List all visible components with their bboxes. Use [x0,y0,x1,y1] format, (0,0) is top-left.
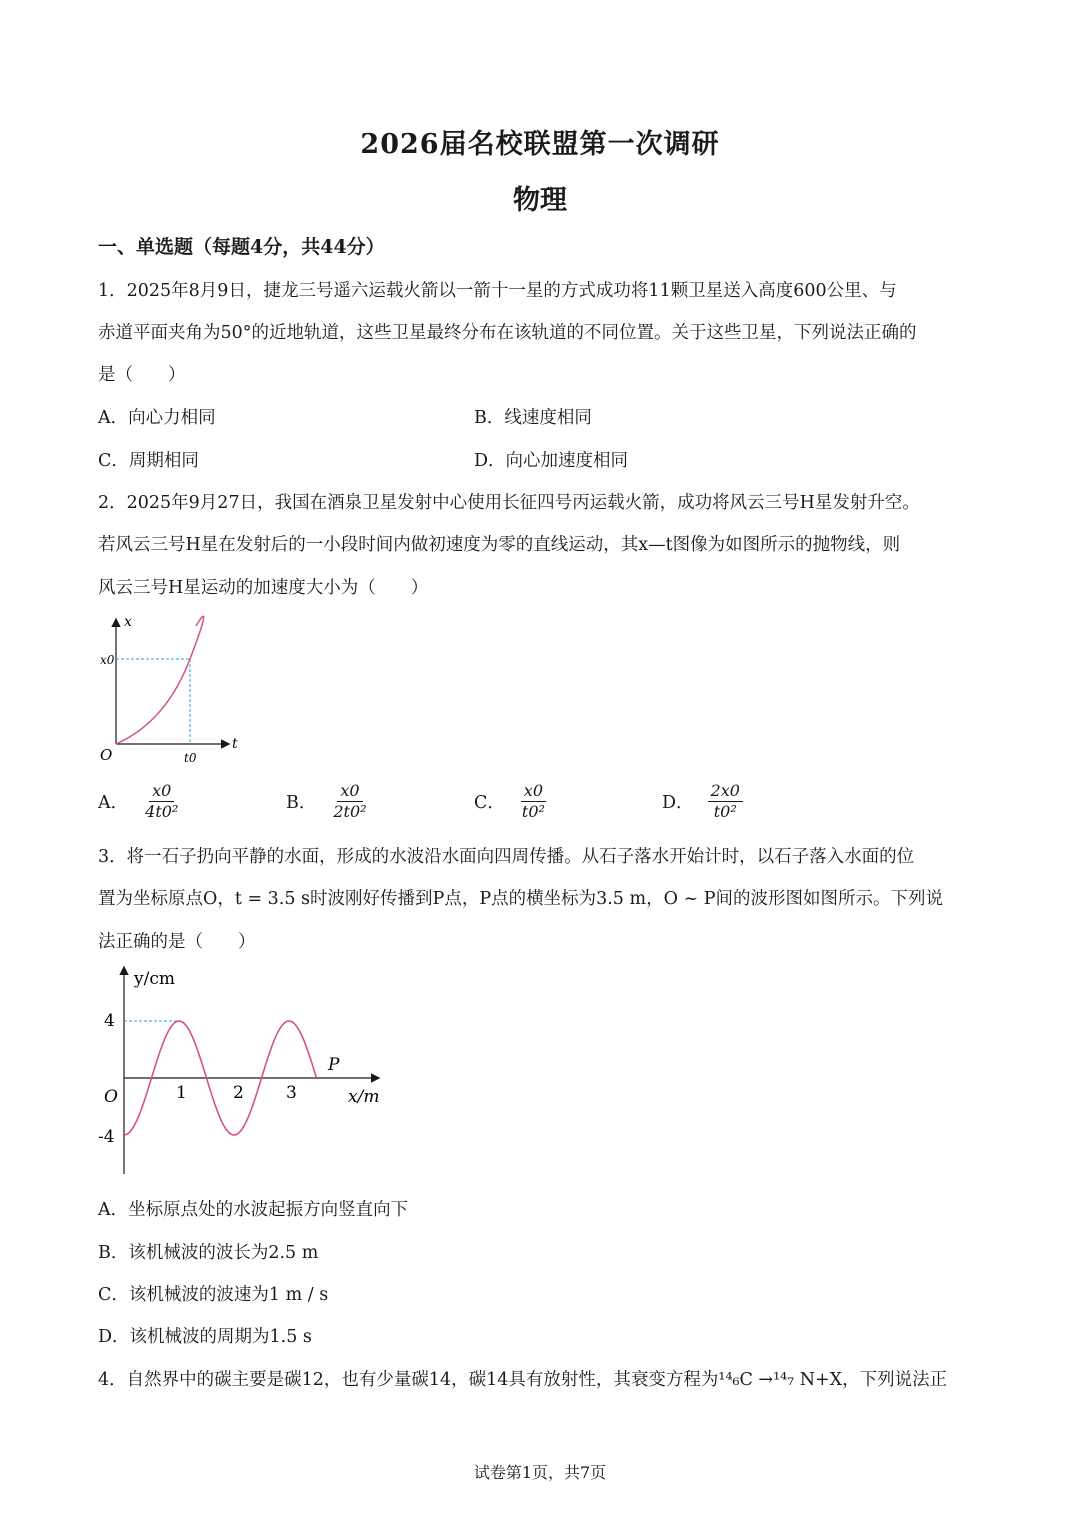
q1-option-a[interactable]: A．向心力相同 [98,408,216,428]
q4-line-1: 4．自然界中的碳主要是碳12，也有少量碳14，碳14具有放射性，其衰变方程为¹⁴₆C →¹⁴₇ N+X，下列说法正 [98,1370,948,1390]
q3-option-a[interactable]: A．坐标原点处的水波起振方向竖直向下 [98,1200,409,1220]
q2-option-c-den: t0² [521,802,545,822]
q2-option-d-den: t0² [713,802,737,822]
xt-t0-label: t0 [184,751,197,765]
page-title: 2026届名校联盟第一次调研 [360,129,720,160]
q1-line-3: 是（ ） [98,365,186,385]
q2-option-b-num: x0 [337,782,362,802]
q2-option-d-label: D． [662,793,694,814]
q2-line-3: 风云三号H星运动的加速度大小为（ ） [98,578,429,598]
q3-line-3: 法正确的是（ ） [98,932,256,952]
q2-option-b-fraction [330,782,369,822]
q2-line-2: 若风云三号H星在发射后的一小段时间内做初速度为零的直线运动，其x—t图像为如图所示的抛物线，则 [98,535,901,555]
q3-line-2: 置为坐标原点O，t = 3.5 s时波刚好传播到P点，P点的横坐标为3.5 m，O ~ P间的波形图如图所示。下列说 [98,889,943,909]
wave-x-label: x/m [348,1087,380,1107]
q2-option-b[interactable] [286,782,370,822]
xt-graph [96,612,246,772]
q1-line-2: 赤道平面夹角为50°的近地轨道，这些卫星最终分布在该轨道的不同位置。关于这些卫星，下列说法正确的 [98,323,917,343]
q2-option-d-num: 2x0 [708,782,743,802]
q2-option-a-label: A． [98,793,129,814]
q2-line-1: 2．2025年9月27日，我国在酒泉卫星发射中心使用长征四号丙运载火箭，成功将风云三号H星发射升空。 [98,493,920,513]
wave-origin-label: O [104,1087,118,1107]
q2-option-d-fraction [708,782,743,822]
wave-chart [96,960,396,1180]
q2-option-a-num: x0 [149,782,174,802]
xt-origin-label: O [100,746,113,764]
q1-option-c[interactable]: C．周期相同 [98,451,199,471]
wave-xtick-2: 2 [233,1083,244,1103]
q2-option-b-label: B． [286,793,317,814]
xt-y-label: x [124,614,132,630]
q3-option-b[interactable]: B．该机械波的波长为2.5 m [98,1243,319,1263]
q2-option-c[interactable] [474,782,548,822]
q2-option-a-fraction [142,782,181,822]
q2-option-c-fraction [519,782,548,822]
q2-option-d[interactable] [662,782,743,822]
subject-title: 物理 [513,185,567,216]
section-heading: 一、单选题（每题4分，共44分） [98,236,385,258]
wave-xtick-3: 3 [286,1083,297,1103]
wave-xtick-1: 1 [176,1083,187,1103]
wave-y-label: y/cm [134,969,175,989]
q1-option-b[interactable]: B．线速度相同 [474,408,592,428]
page-footer: 试卷第1页，共7页 [473,1463,607,1482]
q2-option-a-den: 4t0² [145,802,179,822]
q3-option-d[interactable]: D．该机械波的周期为1.5 s [98,1327,312,1347]
q3-option-c[interactable]: C．该机械波的波速为1 m / s [98,1285,329,1305]
wave-point-p-label: P [328,1055,340,1075]
q2-option-a[interactable] [98,782,181,822]
q1-option-d[interactable]: D．向心加速度相同 [474,451,629,471]
q1-line-1: 1．2025年8月9日，捷龙三号遥六运载火箭以一箭十一星的方式成功将11颗卫星送入高度600公里、与 [98,281,897,301]
q2-option-c-label: C． [474,793,505,814]
q2-option-b-den: 2t0² [333,802,367,822]
wave-ytick-min: -4 [98,1127,115,1147]
q2-option-c-num: x0 [521,782,546,802]
xt-x0-label: x0 [100,653,115,667]
xt-parabola [116,616,204,744]
q3-line-1: 3．将一石子扔向平静的水面，形成的水波沿水面向四周传播。从石子落水开始计时，以石子落入水面的位 [98,847,915,867]
wave-ytick-max: 4 [104,1011,115,1031]
xt-x-label: t [232,736,238,752]
